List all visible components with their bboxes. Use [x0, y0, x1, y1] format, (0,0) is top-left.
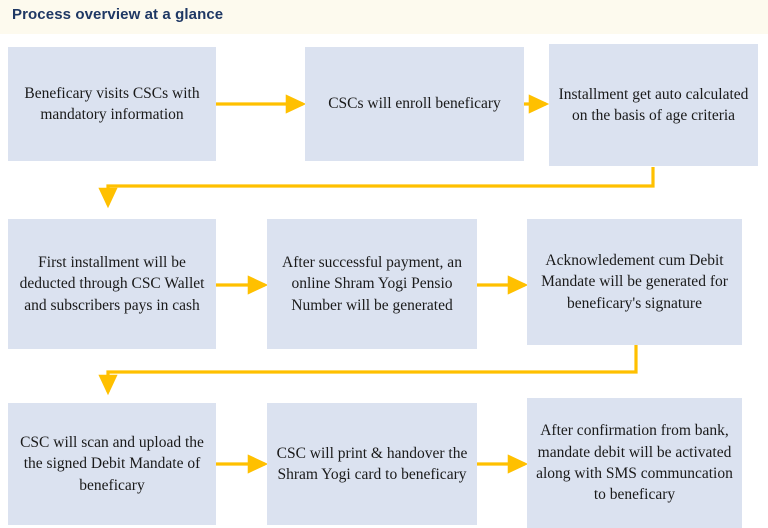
process-box-7-label: CSC will scan and upload the the signed Debit Mandate of beneficary: [20, 433, 204, 494]
process-box-9[interactable]: [527, 398, 742, 528]
process-box-2-label: CSCs will enroll beneficary: [328, 95, 501, 113]
process-box-7[interactable]: [8, 403, 216, 525]
process-box-6-label: Acknowledement cum Debit Mandate will be generated for beneficary's signature: [541, 251, 728, 312]
process-box-5-label: After successful payment, an online Shram Yogi Pensio Number will be generated: [282, 253, 462, 314]
arrow-6-7: [108, 345, 636, 392]
process-box-3[interactable]: [549, 44, 758, 166]
process-box-4-label: First installment will be deducted through CSC Wallet and subscribers pays in cash: [19, 253, 205, 314]
arrow-3-4: [108, 167, 653, 205]
process-box-6[interactable]: [527, 219, 742, 345]
process-box-5[interactable]: [267, 219, 477, 349]
process-box-8[interactable]: [267, 403, 477, 525]
process-box-8-label: CSC will print & handover the Shram Yogi card to beneficary: [276, 444, 468, 483]
process-box-1[interactable]: [8, 47, 216, 161]
page-title: Process overview at a glance: [12, 6, 224, 23]
process-box-9-label: After confirmation from bank, mandate debit will be activated along with SMS communcation to beneficary: [536, 422, 733, 504]
process-box-2[interactable]: [305, 47, 524, 161]
process-box-3-label: Installment get auto calculated on the basis of age criteria: [558, 85, 749, 124]
process-box-1-label: Beneficary visits CSCs with mandatory information: [24, 84, 200, 123]
process-box-4[interactable]: [8, 219, 216, 349]
